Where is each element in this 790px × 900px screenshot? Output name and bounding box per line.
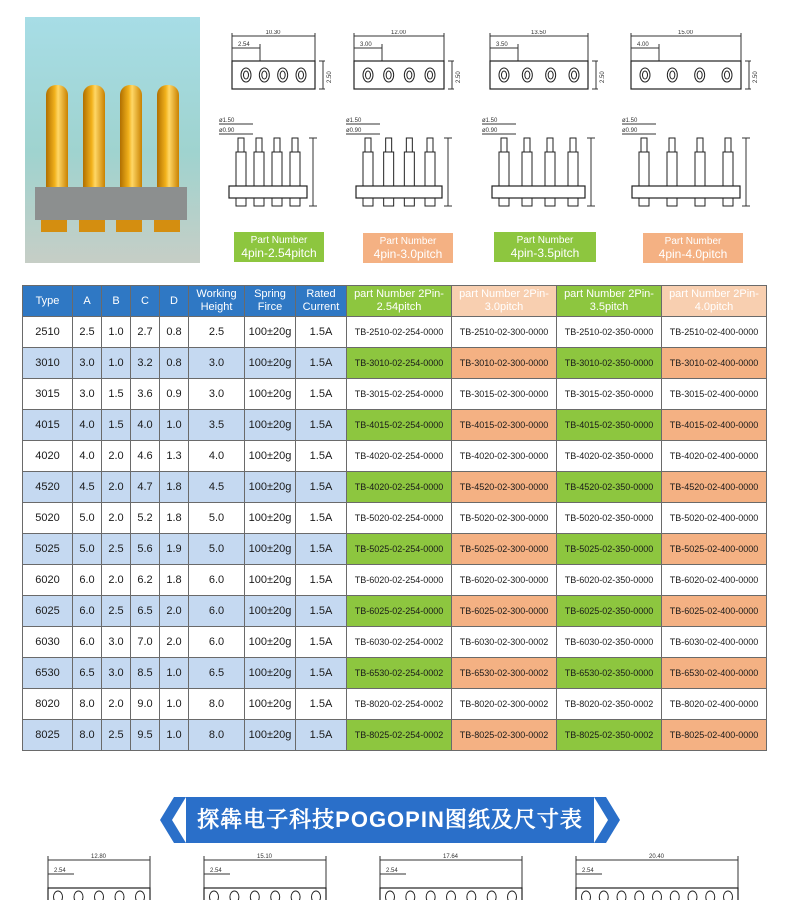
part-number-cell: TB-8025-02-350-0002	[557, 720, 662, 751]
pitch-label-300	[363, 233, 453, 263]
table-cell: 6.5	[189, 658, 245, 689]
table-cell: 4520	[23, 472, 73, 503]
part-number-cell: TB-4020-02-400-0000	[662, 441, 767, 472]
part-number-cell: TB-4520-02-350-0000	[557, 472, 662, 503]
part-number-cell: TB-8025-02-400-0000	[662, 720, 767, 751]
table-cell: 9.0	[131, 689, 160, 720]
diameter-label: ø1.50	[622, 118, 638, 124]
table-cell: 1.5A	[296, 565, 347, 596]
table-cell: 6.0	[189, 565, 245, 596]
width-dimension-label: 13.50	[531, 30, 547, 36]
pitch-dimension-label: 2.54	[582, 868, 594, 874]
part-number-cell: TB-4015-02-254-0000	[347, 410, 452, 441]
part-number-cell: TB-6030-02-300-0002	[452, 627, 557, 658]
table-cell: 6.0	[189, 596, 245, 627]
table-cell: 1.0	[160, 689, 189, 720]
table-cell: 9.5	[131, 720, 160, 751]
table-row	[23, 534, 767, 565]
table-cell: 6530	[23, 658, 73, 689]
table-cell: 100±20g	[245, 348, 296, 379]
pitch-label-line1: Part Number	[664, 236, 722, 247]
table-cell: 3.0	[189, 348, 245, 379]
pin-foot	[154, 220, 180, 232]
table-cell: 7.0	[131, 627, 160, 658]
part-number-cell: TB-5020-02-400-0000	[662, 503, 767, 534]
table-cell: 5020	[23, 503, 73, 534]
part-number-cell: TB-4015-02-350-0000	[557, 410, 662, 441]
part-number-cell: TB-5020-02-350-0000	[557, 503, 662, 534]
width-dimension-label: 20.40	[649, 854, 665, 860]
table-cell: 2.5	[102, 596, 131, 627]
part-number-cell: TB-3015-02-254-0000	[347, 379, 452, 410]
table-cell: 6.0	[73, 565, 102, 596]
part-number-cell: TB-4020-02-350-0000	[557, 441, 662, 472]
table-cell: 5.0	[73, 534, 102, 565]
col-header-a: A	[73, 286, 102, 317]
table-cell: 3015	[23, 379, 73, 410]
table-cell: 0.8	[160, 317, 189, 348]
pitch-label-line1: Part Number	[516, 235, 574, 246]
table-cell: 100±20g	[245, 410, 296, 441]
table-cell: 6.0	[189, 627, 245, 658]
table-cell: 1.5A	[296, 689, 347, 720]
part-number-cell: TB-4520-02-300-0000	[452, 472, 557, 503]
table-row	[23, 348, 767, 379]
table-cell: 4.5	[189, 472, 245, 503]
table-cell: 3.0	[102, 627, 131, 658]
pin	[157, 85, 179, 195]
table-cell: 3.5	[189, 410, 245, 441]
table-cell: 4.0	[131, 410, 160, 441]
col-header-b: B	[102, 286, 131, 317]
table-row	[23, 503, 767, 534]
height-dimension-label: 2.50	[600, 71, 606, 83]
table-cell: 100±20g	[245, 317, 296, 348]
pitch-label-254	[234, 232, 324, 262]
part-number-cell: TB-3015-02-350-0000	[557, 379, 662, 410]
pitch-dimension-label: 4.00	[637, 42, 649, 48]
bottom-drawing	[40, 850, 170, 900]
pitch-label-line2: 4pin-3.5pitch	[510, 246, 580, 260]
table-row	[23, 472, 767, 503]
width-dimension-label: 15.10	[257, 854, 273, 860]
height-dimension-label: 2.50	[456, 71, 462, 83]
pitch-dimension-label: 2.54	[386, 868, 398, 874]
width-dimension-label: 12.00	[391, 30, 407, 36]
table-cell: 2.0	[102, 689, 131, 720]
diameter-label: ø0.90	[346, 128, 362, 134]
table-cell: 100±20g	[245, 658, 296, 689]
table-cell: 2.0	[160, 627, 189, 658]
table-cell: 3.0	[73, 348, 102, 379]
part-number-cell: TB-6530-02-400-0000	[662, 658, 767, 689]
part-number-cell: TB-5025-02-254-0000	[347, 534, 452, 565]
part-number-cell: TB-5020-02-300-0000	[452, 503, 557, 534]
part-number-cell: TB-3010-02-400-0000	[662, 348, 767, 379]
part-number-cell: TB-4020-02-300-0000	[452, 441, 557, 472]
table-cell: 1.5A	[296, 596, 347, 627]
table-cell: 1.5A	[296, 627, 347, 658]
pin-foot	[41, 220, 67, 232]
table-cell: 6.0	[73, 596, 102, 627]
table-cell: 6.0	[73, 627, 102, 658]
table-cell: 3.0	[102, 658, 131, 689]
diameter-label: ø1.50	[219, 118, 235, 124]
table-cell: 1.5A	[296, 472, 347, 503]
table-cell: 5.6	[131, 534, 160, 565]
part-number-cell: TB-4020-02-254-0000	[347, 472, 452, 503]
part-number-cell: TB-6530-02-254-0002	[347, 658, 452, 689]
part-number-cell: TB-8020-02-400-0000	[662, 689, 767, 720]
chevron-left-icon	[160, 797, 186, 843]
part-number-cell: TB-6025-02-400-0000	[662, 596, 767, 627]
col-header-d: D	[160, 286, 189, 317]
table-cell: 1.5	[102, 410, 131, 441]
table-cell: 100±20g	[245, 379, 296, 410]
table-cell: 3.0	[189, 379, 245, 410]
table-cell: 100±20g	[245, 534, 296, 565]
table-cell: 2.5	[189, 317, 245, 348]
table-row	[23, 565, 767, 596]
table-cell: 100±20g	[245, 441, 296, 472]
top-view-drawing	[348, 30, 470, 98]
table-cell: 5.0	[189, 534, 245, 565]
part-number-cell: TB-6030-02-400-0000	[662, 627, 767, 658]
pin-foot	[116, 220, 142, 232]
table-cell: 8.0	[73, 689, 102, 720]
table-cell: 100±20g	[245, 596, 296, 627]
table-cell: 2.0	[102, 472, 131, 503]
table-header-row	[23, 286, 767, 317]
product-photo	[25, 17, 200, 263]
table-cell: 1.5A	[296, 348, 347, 379]
pitch-dimension-label: 3.00	[360, 42, 372, 48]
table-cell: 1.3	[160, 441, 189, 472]
table-cell: 4015	[23, 410, 73, 441]
table-row	[23, 596, 767, 627]
table-cell: 3.0	[73, 379, 102, 410]
table-row	[23, 410, 767, 441]
table-cell: 1.8	[160, 565, 189, 596]
diameter-label: ø0.90	[219, 128, 235, 134]
pin-housing	[35, 187, 187, 220]
pin-foot	[79, 220, 105, 232]
part-number-cell: TB-3010-02-254-0000	[347, 348, 452, 379]
part-number-cell: TB-6025-02-350-0000	[557, 596, 662, 627]
pitch-label-line2: 4pin-4.0pitch	[658, 247, 728, 261]
table-cell: 5.0	[189, 503, 245, 534]
table-cell: 6.5	[73, 658, 102, 689]
table-cell: 1.0	[160, 658, 189, 689]
diameter-label: ø0.90	[482, 128, 498, 134]
table-cell: 4.6	[131, 441, 160, 472]
table-cell: 2.5	[102, 720, 131, 751]
part-number-cell: TB-6020-02-300-0000	[452, 565, 557, 596]
diameter-label: ø0.90	[622, 128, 638, 134]
table-cell: 8.0	[189, 689, 245, 720]
table-cell: 5.2	[131, 503, 160, 534]
part-number-cell: TB-5020-02-254-0000	[347, 503, 452, 534]
col-header-rated-current: Rated Current	[296, 286, 347, 317]
part-number-cell: TB-2510-02-300-0000	[452, 317, 557, 348]
table-cell: 1.8	[160, 472, 189, 503]
table-cell: 100±20g	[245, 720, 296, 751]
top-view-drawing	[226, 30, 341, 98]
table-row	[23, 689, 767, 720]
pitch-label-line2: 4pin-2.54pitch	[241, 246, 317, 260]
table-row	[23, 317, 767, 348]
table-cell: 2.5	[73, 317, 102, 348]
table-cell: 4020	[23, 441, 73, 472]
part-number-cell: TB-4020-02-254-0000	[347, 441, 452, 472]
table-cell: 4.5	[73, 472, 102, 503]
table-row	[23, 720, 767, 751]
diameter-label: ø1.50	[346, 118, 362, 124]
part-number-cell: TB-5025-02-300-0000	[452, 534, 557, 565]
chevron-right-icon	[594, 797, 620, 843]
table-cell: 6030	[23, 627, 73, 658]
width-dimension-label: 10.30	[265, 30, 281, 36]
width-dimension-label: 15.00	[678, 30, 694, 36]
table-cell: 4.0	[189, 441, 245, 472]
table-cell: 1.5A	[296, 441, 347, 472]
table-cell: 100±20g	[245, 627, 296, 658]
part-number-cell: TB-8020-02-350-0002	[557, 689, 662, 720]
side-view-drawing	[618, 112, 758, 216]
diameter-label: ø1.50	[482, 118, 498, 124]
table-cell: 3.6	[131, 379, 160, 410]
table-cell: 6025	[23, 596, 73, 627]
table-cell: 8.0	[73, 720, 102, 751]
table-cell: 6.5	[131, 596, 160, 627]
table-cell: 100±20g	[245, 565, 296, 596]
part-number-cell: TB-6025-02-300-0000	[452, 596, 557, 627]
table-cell: 1.5A	[296, 317, 347, 348]
table-cell: 2.0	[102, 441, 131, 472]
table-cell: 6.2	[131, 565, 160, 596]
table-cell: 8.5	[131, 658, 160, 689]
table-row	[23, 627, 767, 658]
table-cell: 1.5A	[296, 503, 347, 534]
col-header-type: Type	[23, 286, 73, 317]
table-cell: 1.5A	[296, 720, 347, 751]
bottom-drawing	[568, 850, 758, 900]
table-cell: 5025	[23, 534, 73, 565]
banner-title: 探犇电子科技POGOPIN图纸及尺寸表	[186, 797, 594, 843]
width-dimension-label: 12.80	[91, 854, 107, 860]
table-row	[23, 441, 767, 472]
part-number-cell: TB-3010-02-350-0000	[557, 348, 662, 379]
table-cell: 1.8	[160, 503, 189, 534]
side-view-drawing	[215, 112, 325, 216]
table-cell: 4.0	[73, 410, 102, 441]
pitch-dimension-label: 2.54	[210, 868, 222, 874]
part-number-cell: TB-2510-02-254-0000	[347, 317, 452, 348]
table-cell: 1.5A	[296, 658, 347, 689]
table-cell: 2510	[23, 317, 73, 348]
part-number-cell: TB-6530-02-300-0002	[452, 658, 557, 689]
part-number-cell: TB-2510-02-400-0000	[662, 317, 767, 348]
table-cell: 1.0	[160, 720, 189, 751]
table-cell: 5.0	[73, 503, 102, 534]
part-number-cell: TB-8020-02-300-0002	[452, 689, 557, 720]
top-view-drawing	[625, 30, 767, 98]
col-header-spring-force: Spring Firce	[245, 286, 296, 317]
part-number-cell: TB-6030-02-350-0000	[557, 627, 662, 658]
section-banner	[160, 797, 620, 843]
part-number-cell: TB-6020-02-254-0000	[347, 565, 452, 596]
table-cell: 1.0	[102, 317, 131, 348]
col-header-pn-300: part Number 2Pin-3.0pitch	[452, 286, 557, 317]
pitch-label-line1: Part Number	[250, 235, 308, 246]
table-cell: 100±20g	[245, 472, 296, 503]
table-cell: 8.0	[189, 720, 245, 751]
pitch-label-400	[643, 233, 743, 263]
table-cell: 2.0	[160, 596, 189, 627]
side-view-drawing	[342, 112, 460, 216]
table-row	[23, 658, 767, 689]
part-number-cell: TB-6020-02-350-0000	[557, 565, 662, 596]
table-cell: 2.0	[102, 503, 131, 534]
part-number-cell: TB-6025-02-254-0000	[347, 596, 452, 627]
bottom-drawing	[196, 850, 346, 900]
height-dimension-label: 2.50	[753, 71, 759, 83]
part-number-cell: TB-6530-02-350-0000	[557, 658, 662, 689]
table-cell: 0.9	[160, 379, 189, 410]
side-view-drawing	[478, 112, 603, 216]
part-number-cell: TB-3015-02-400-0000	[662, 379, 767, 410]
part-number-cell: TB-6020-02-400-0000	[662, 565, 767, 596]
pin	[46, 85, 68, 195]
col-header-pn-350: part Number 2Pin-3.5pitch	[557, 286, 662, 317]
part-number-cell: TB-8020-02-254-0002	[347, 689, 452, 720]
pitch-dimension-label: 2.54	[238, 42, 250, 48]
table-cell: 4.0	[73, 441, 102, 472]
table-cell: 1.5A	[296, 379, 347, 410]
table-cell: 0.8	[160, 348, 189, 379]
col-header-working-height: Working Height	[189, 286, 245, 317]
part-number-cell: TB-5025-02-400-0000	[662, 534, 767, 565]
pitch-label-line2: 4pin-3.0pitch	[373, 247, 443, 261]
table-cell: 1.5A	[296, 410, 347, 441]
table-cell: 8020	[23, 689, 73, 720]
table-cell: 1.5A	[296, 534, 347, 565]
part-number-cell: TB-4015-02-300-0000	[452, 410, 557, 441]
top-view-drawing	[484, 30, 614, 98]
table-cell: 1.5	[102, 379, 131, 410]
width-dimension-label: 17.64	[443, 854, 459, 860]
part-number-cell: TB-3010-02-300-0000	[452, 348, 557, 379]
spec-table	[22, 285, 767, 751]
part-number-cell: TB-5025-02-350-0000	[557, 534, 662, 565]
table-cell: 2.0	[102, 565, 131, 596]
col-header-c: C	[131, 286, 160, 317]
part-number-cell: TB-3015-02-300-0000	[452, 379, 557, 410]
part-number-cell: TB-8025-02-254-0002	[347, 720, 452, 751]
table-cell: 2.7	[131, 317, 160, 348]
bottom-drawing	[372, 850, 542, 900]
height-dimension-label: 2.50	[327, 71, 333, 83]
table-cell: 6020	[23, 565, 73, 596]
part-number-cell: TB-4015-02-400-0000	[662, 410, 767, 441]
col-header-pn-400: part Number 2Pin-4.0pitch	[662, 286, 767, 317]
table-cell: 8025	[23, 720, 73, 751]
table-cell: 3.2	[131, 348, 160, 379]
part-number-cell: TB-2510-02-350-0000	[557, 317, 662, 348]
table-cell: 1.0	[160, 410, 189, 441]
pitch-dimension-label: 2.54	[54, 868, 66, 874]
table-cell: 1.9	[160, 534, 189, 565]
pin	[83, 85, 105, 195]
table-cell: 4.7	[131, 472, 160, 503]
table-cell: 100±20g	[245, 503, 296, 534]
pin	[120, 85, 142, 195]
table-cell: 1.0	[102, 348, 131, 379]
col-header-pn-254: part Number 2Pin-2.54pitch	[347, 286, 452, 317]
table-cell: 100±20g	[245, 689, 296, 720]
table-row	[23, 379, 767, 410]
part-number-cell: TB-8025-02-300-0002	[452, 720, 557, 751]
table-cell: 3010	[23, 348, 73, 379]
part-number-cell: TB-6030-02-254-0002	[347, 627, 452, 658]
pitch-dimension-label: 3.50	[496, 42, 508, 48]
table-cell: 2.5	[102, 534, 131, 565]
part-number-cell: TB-4520-02-400-0000	[662, 472, 767, 503]
pitch-label-350	[494, 232, 596, 262]
pitch-label-line1: Part Number	[379, 236, 437, 247]
